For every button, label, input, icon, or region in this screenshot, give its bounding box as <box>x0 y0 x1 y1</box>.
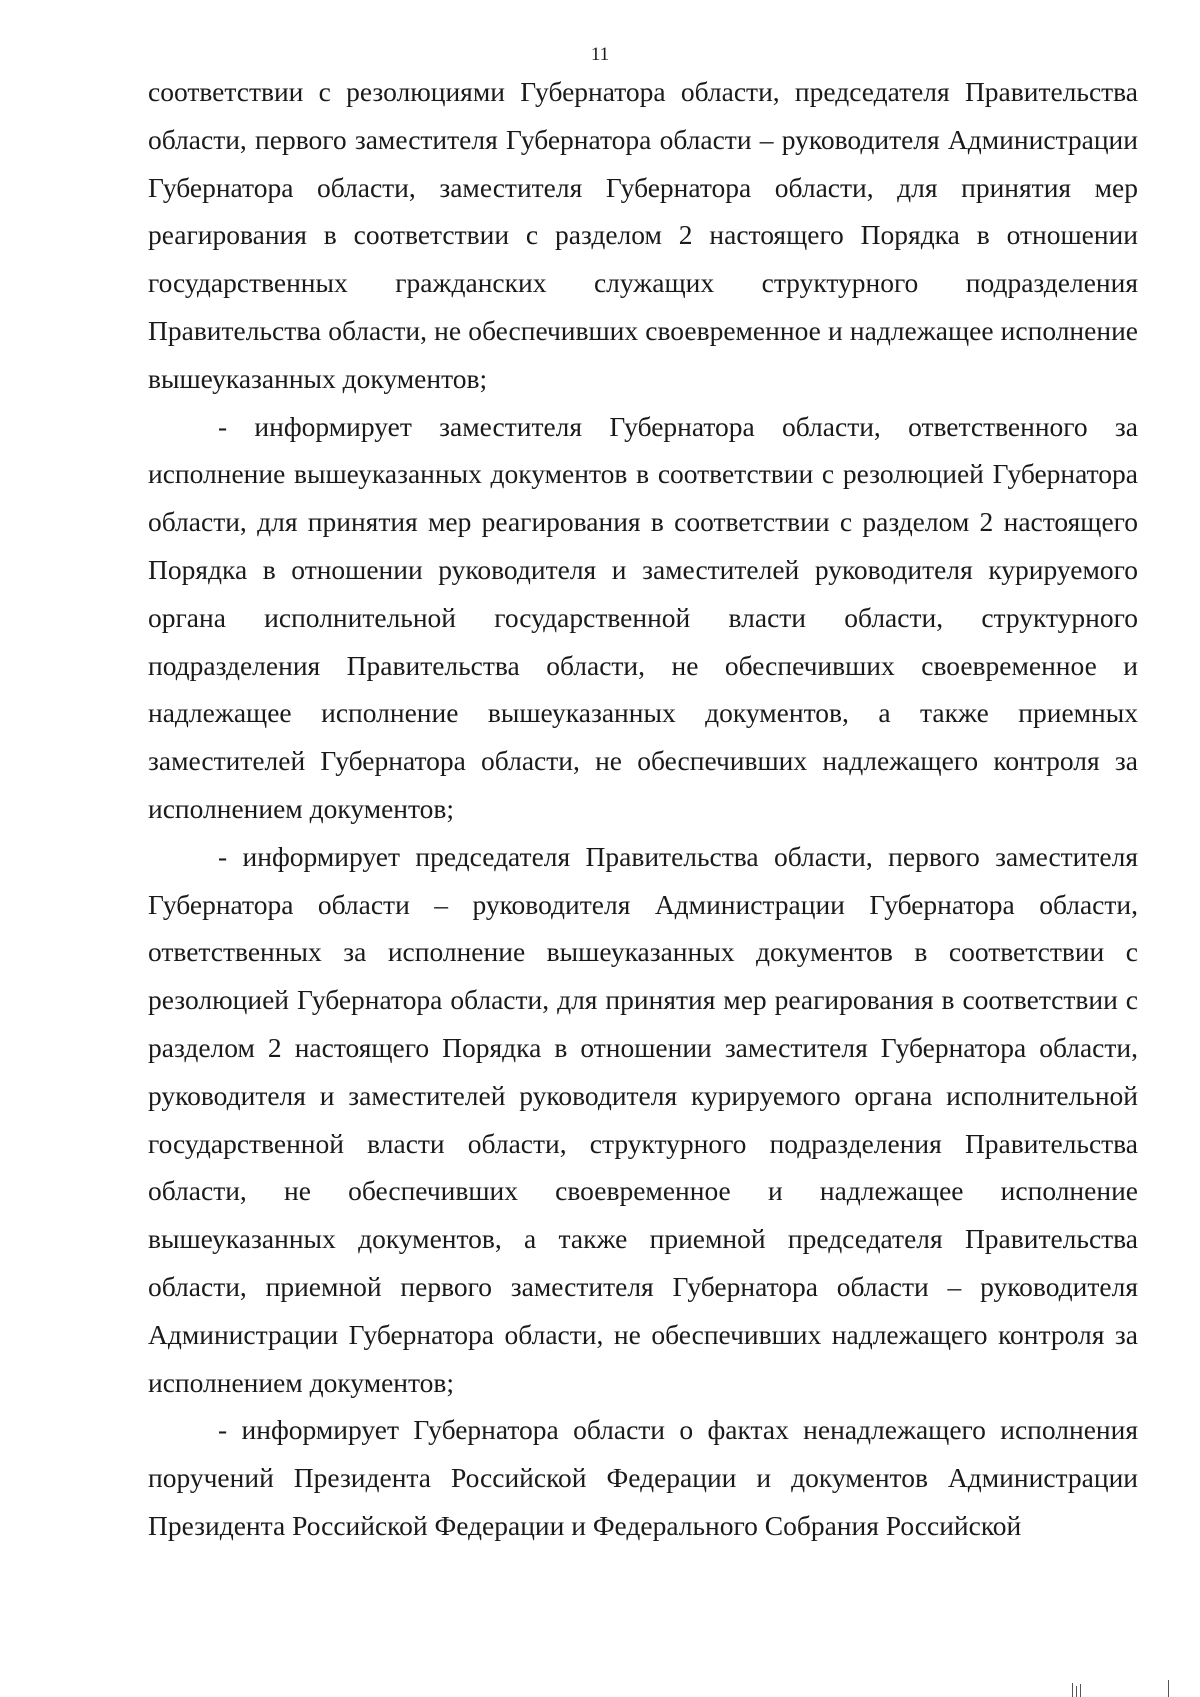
paragraph-inform-deputy-governor: - информирует заместителя Губернатора области, ответственного за исполнение вышеуказанных документов в соответствии с резолюцией Губернатора области, для принятия мер реагирования в соответствии с разделом 2 настоящего Порядка в отношении руководителя и заместителей руководителя курируемого органа исполнительной государственной власти области, структурного подразделения Правительства области, не обеспечивших своевременное и надлежащее исполнение вышеуказанных документов, а также приемных заместителей Губернатора области, не обеспечивших надлежащего контроля за исполнением документов; <box>148 410 1138 824</box>
scan-artifact-mark <box>1080 1684 1081 1697</box>
body-text <box>148 68 1138 1550</box>
page-number: 11 <box>590 44 610 65</box>
scan-artifact-mark <box>1076 1686 1077 1697</box>
scan-artifact-mark <box>1072 1683 1073 1697</box>
scan-artifact-mark <box>1168 1680 1169 1697</box>
paragraph-continuation: соответствии с резолюциями Губернатора области, председателя Правительства области, первого заместителя Губернатора области – руководителя Администрации Губернатора области, заместителя Губернатора области, для принятия мер реагирования в соответствии с разделом 2 настоящего Порядка в отношении государственных гражданских служащих структурного подразделения Правительства области, не обеспечивших своевременное и надлежащее исполнение вышеуказанных документов; <box>148 76 1138 394</box>
paragraph-inform-governor: - информирует Губернатора области о фактах ненадлежащего исполнения поручений Президента Российской Федерации и документов Администрации Президента Российской Федерации и Федерального Собрания Российской <box>148 1414 1138 1541</box>
paragraph-inform-government-chairman: - информирует председателя Правительства области, первого заместителя Губернатора области – руководителя Администрации Губернатора области, ответственных за исполнение вышеуказанных документов в соответствии с резолюцией Губернатора области, для принятия мер реагирования в соответствии с разделом 2 настоящего Порядка в отношении заместителя Губернатора области, руководителя и заместителей руководителя курируемого органа исполнительной государственной власти области, структурного подразделения Правительства области, не обеспечивших своевременное и надлежащее исполнение вышеуказанных документов, а также приемной председателя Правительства области, приемной первого заместителя Губернатора области – руководителя Администрации Губернатора области, не обеспечивших надлежащего контроля за исполнением документов; <box>148 840 1138 1398</box>
